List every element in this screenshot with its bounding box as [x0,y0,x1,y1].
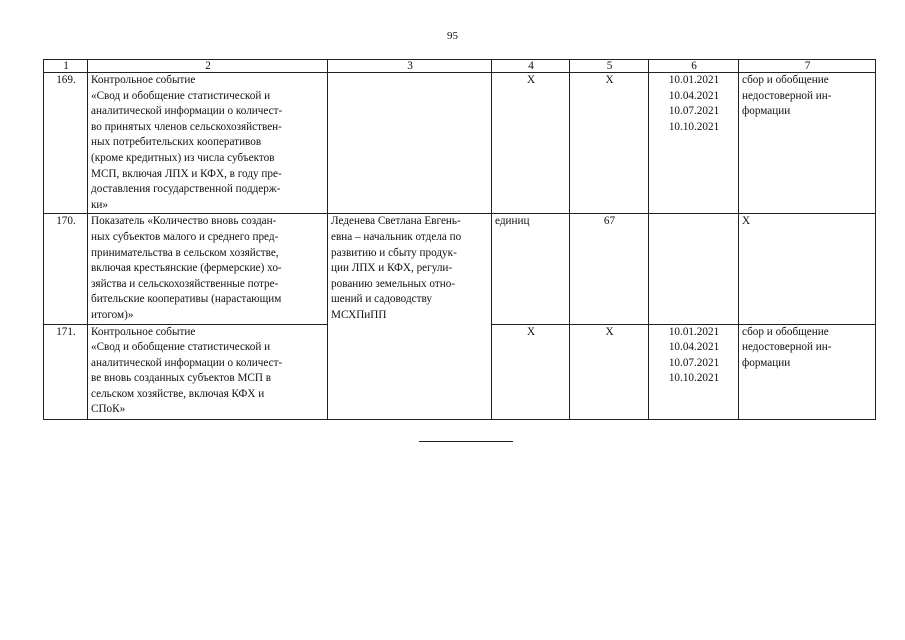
description-line: аналитической информации о количест- [91,105,283,118]
date-value: 10.10.2021 [668,120,720,133]
unit-cell: Х [492,324,570,419]
risk-line: сбор и обобщение [742,74,829,86]
table-row [44,73,876,214]
risk-cell [739,73,876,214]
row-number: 171. [44,324,88,419]
description-line: включая крестьянские (фермерские) хо- [91,262,282,275]
unit-cell: Х [492,73,570,214]
column-header: 4 [492,60,570,73]
responsible-line: рованию земельных отно- [331,277,456,290]
date-value: 10.10.2021 [668,372,720,385]
risk-cell [739,324,876,419]
value-cell: Х [570,324,649,419]
responsible-cell [328,214,492,419]
date-value: 10.07.2021 [668,105,720,118]
dates-cell [649,214,739,324]
description-line: доставления государственной поддерж- [91,183,281,196]
description-line: аналитической информации о количест- [91,356,283,369]
description-line: сельском хозяйстве, включая КФХ и [91,387,265,400]
description-line: во принятых членов сельскохозяйствен- [91,120,282,133]
column-header: 2 [88,60,328,73]
responsible-line: развитию и сбыту продук- [331,246,457,259]
dates-cell [649,73,739,214]
row-number: 169. [44,73,88,214]
row-description [88,324,328,419]
description-line: (кроме кредитных) из числа субъектов [91,151,275,164]
description-line: Контрольное событие [91,74,196,86]
date-value: 10.04.2021 [668,341,720,354]
description-line: МСП, включая ЛПХ и КФХ, в году пре- [91,167,282,180]
row-description [88,214,328,324]
column-header: 3 [328,60,492,73]
value-cell: 67 [570,214,649,324]
description-line: «Свод и обобщение статистической и [91,89,271,102]
row-description [88,73,328,214]
column-header: 7 [739,60,876,73]
risk-line: формации [742,356,791,369]
description-line: итогом)» [91,308,134,321]
risk-line: недостоверной ин- [742,341,832,354]
table-row [44,214,876,324]
responsible-line: МСХПиПП [331,308,387,321]
row-number: 170. [44,214,88,324]
risk-line: формации [742,105,791,118]
description-line: зяйства и сельскохозяйственные потре- [91,277,279,290]
risk-line: недостоверной ин- [742,89,832,102]
date-value: 10.04.2021 [668,89,720,102]
description-line: ных субъектов малого и среднего пред- [91,230,279,243]
dates-cell [649,324,739,419]
responsible-line: евна – начальник отдела по [331,230,462,243]
description-line: ных потребительских кооперативов [91,136,262,149]
responsible-line: Леденева Светлана Евгень- [331,215,461,228]
responsible-line: ции ЛПХ и КФХ, регули- [331,262,453,275]
responsible-line: шений и садоводству [331,293,432,306]
date-value: 10.01.2021 [668,74,720,86]
page-number: 95 [447,30,458,42]
risk-line: сбор и обобщение [742,325,829,338]
description-line: принимательства в сельском хозяйстве, [91,246,279,259]
column-header-row [44,60,876,73]
date-value: 10.01.2021 [668,325,720,338]
description-line: «Свод и обобщение статистической и [91,341,271,354]
column-header: 5 [570,60,649,73]
date-value: 10.07.2021 [668,356,720,369]
description-line: ве вновь созданных субъектов МСП в [91,372,272,385]
closing-divider [419,441,513,442]
description-line: СПоК» [91,403,126,416]
value-cell: Х [570,73,649,214]
description-line: Показатель «Количество вновь создан- [91,215,277,228]
plan-table [43,59,876,420]
description-line: ки» [91,198,109,211]
column-header: 1 [44,60,88,73]
column-header: 6 [649,60,739,73]
responsible-cell [328,73,492,214]
description-line: бительские кооперативы (нарастающим [91,293,282,306]
description-line: Контрольное событие [91,325,196,338]
risk-cell: Х [739,214,876,324]
unit-cell: единиц [492,214,570,324]
